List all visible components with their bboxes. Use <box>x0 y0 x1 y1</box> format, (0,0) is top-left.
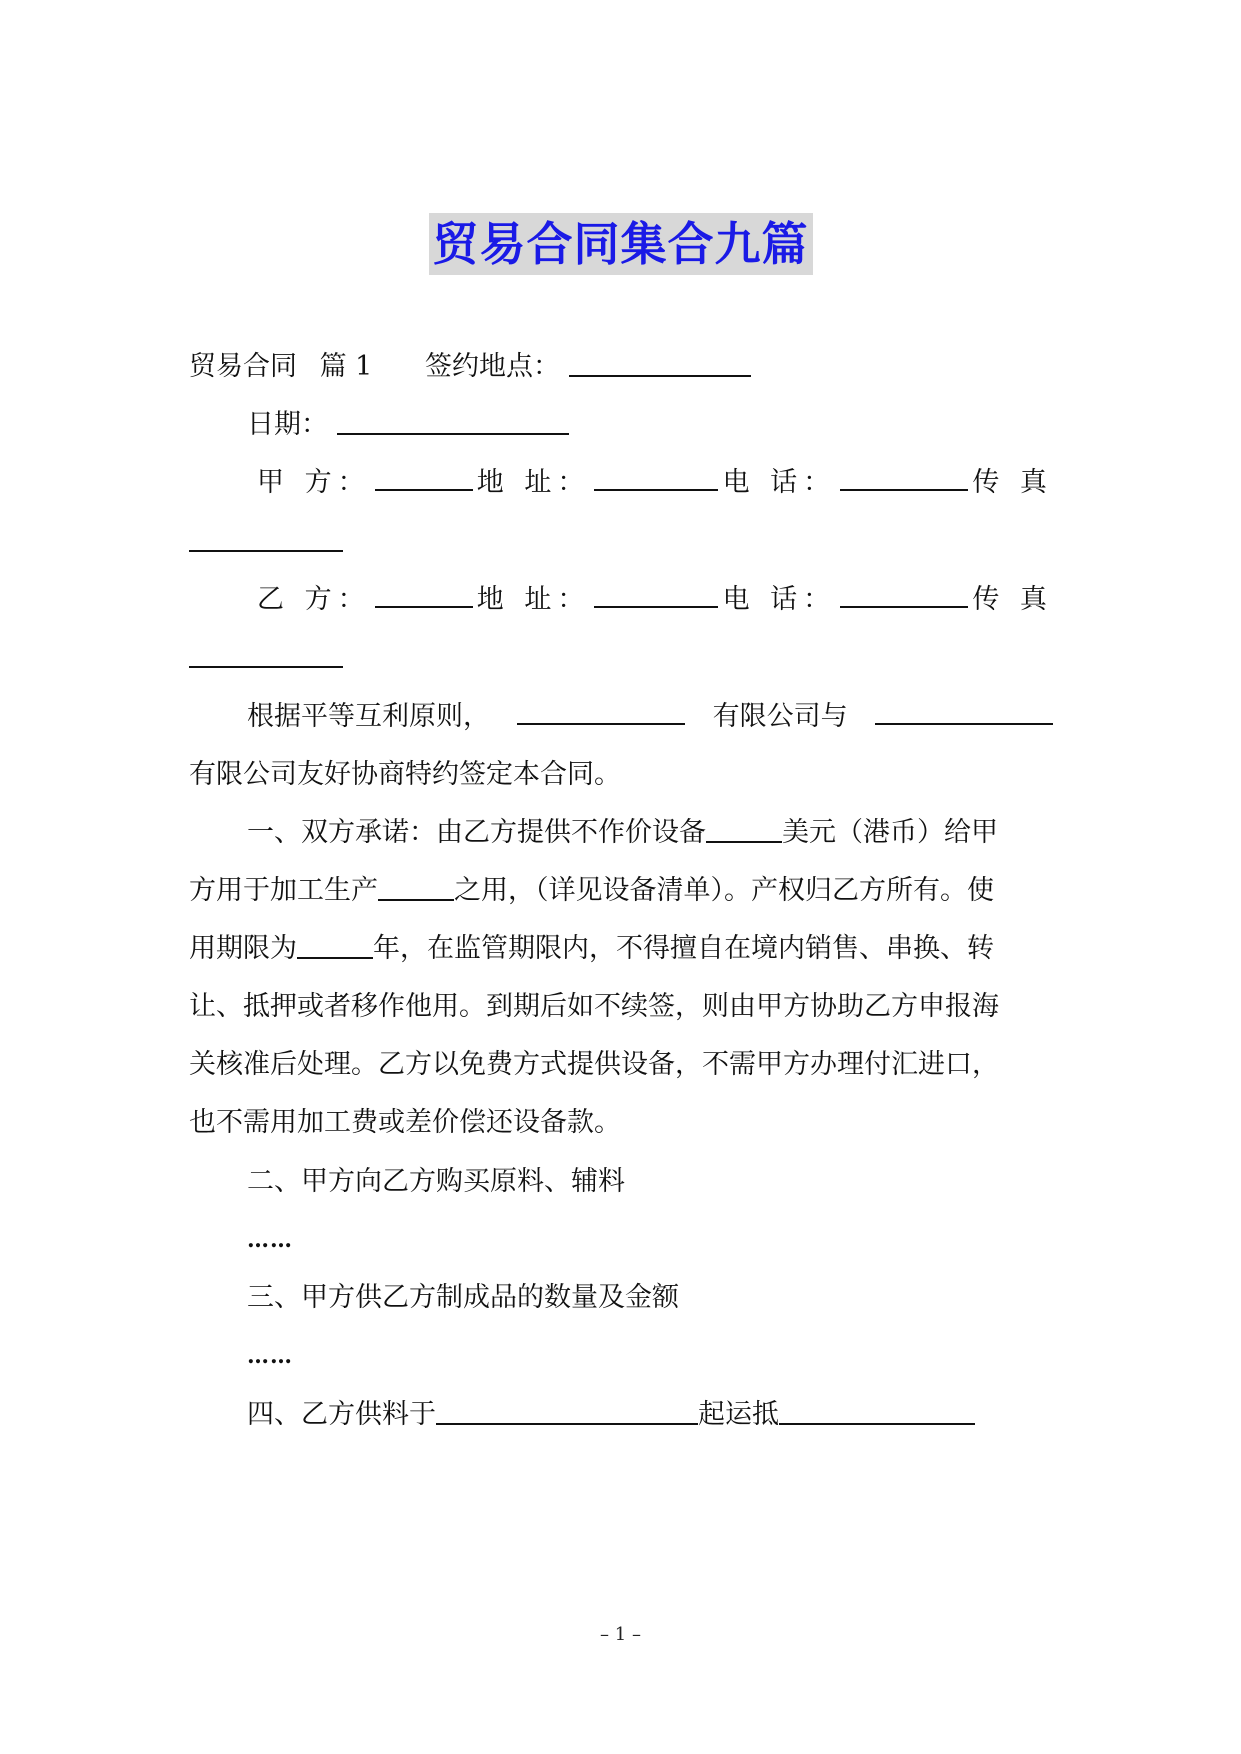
party-b-fax-line <box>189 638 1053 678</box>
party-a-address-blank <box>594 463 718 491</box>
party-a-fax-label: 传 真 <box>972 467 1053 498</box>
clause-1-text-1a: 一、双方承诺：由乙方提供不作价设备 <box>247 817 706 848</box>
destination-port-blank <box>779 1397 975 1425</box>
clause-2-ellipsis: …… <box>247 1227 293 1253</box>
party-b-name-blank <box>375 580 473 608</box>
party-b-line <box>247 580 1053 620</box>
clause-1-text-2a: 方用于加工生产 <box>189 875 378 906</box>
party-a-name-blank <box>375 463 473 491</box>
party-b-fax-label: 传 真 <box>972 584 1053 615</box>
clause-1-text-3a: 用期限为 <box>189 933 297 964</box>
party-a-phone-blank <box>840 463 968 491</box>
signing-place-blank <box>569 349 751 377</box>
company-a-blank <box>517 697 685 725</box>
document-title-block <box>0 213 1241 275</box>
section-label: 篇 1 <box>319 351 373 382</box>
production-purpose-blank <box>378 873 454 901</box>
party-a-fax-blank <box>189 524 343 552</box>
party-b-fax-blank <box>189 640 343 668</box>
clause-1-line-2 <box>189 871 1053 911</box>
clause-1-line-5: 关核准后处理。乙方以免费方式提供设备，不需甲方办理付汇进口， <box>189 1049 999 1080</box>
clause-1-line-3 <box>189 929 1053 969</box>
party-b-address-label: 地 址： <box>476 584 591 615</box>
clause-2-heading: 二、甲方向乙方购买原料、辅料 <box>247 1166 625 1197</box>
party-a-label: 甲 方： <box>257 467 371 498</box>
equipment-value-blank <box>706 815 782 843</box>
clause-3-ellipsis: …… <box>247 1343 293 1369</box>
date-label: 日期： <box>247 409 328 440</box>
party-a-phone-label: 电 话： <box>722 467 837 498</box>
party-b-label: 乙 方： <box>257 584 371 615</box>
clause-1-line-1 <box>247 813 1053 853</box>
clause-1-line-6: 也不需用加工费或差价偿还设备款。 <box>189 1107 621 1138</box>
company-b-blank <box>875 697 1053 725</box>
party-b-phone-blank <box>840 580 968 608</box>
intro-text-2: 有限公司与 <box>712 701 848 732</box>
intro-text-3: 有限公司友好协商特约签定本合同。 <box>189 759 621 790</box>
date-line <box>247 405 1053 445</box>
clause-1-line-4: 让、抵押或者移作他用。到期后如不续签，则由甲方协助乙方申报海 <box>189 991 999 1022</box>
clause-1-text-3b: 年，在监管期限内，不得擅自在境内销售、串换、转 <box>373 933 994 964</box>
intro-line-1 <box>247 697 1053 737</box>
clause-3-heading: 三、甲方供乙方制成品的数量及金额 <box>247 1282 679 1313</box>
party-b-address-blank <box>594 580 718 608</box>
usage-period-blank <box>297 931 373 959</box>
clause-1-text-1b: 美元（港币）给甲 <box>782 817 998 848</box>
intro-line-2 <box>189 755 1053 795</box>
date-blank <box>337 407 569 435</box>
party-b-phone-label: 电 话： <box>722 584 837 615</box>
signing-place-label: 签约地点： <box>424 351 560 382</box>
party-a-fax-line <box>189 522 1053 562</box>
document-title: 贸易合同集合九篇 <box>429 213 813 275</box>
clause-4-text-b: 起运抵 <box>698 1399 779 1430</box>
party-a-line <box>247 463 1053 503</box>
clause-1-text-2b: 之用，（详见设备清单）。产权归乙方所有。使 <box>454 875 994 906</box>
contract-header-line <box>189 347 1053 387</box>
clause-4-text-a: 四、乙方供料于 <box>247 1399 436 1430</box>
intro-text-1: 根据平等互利原则， <box>247 701 490 732</box>
page-number: – 1 – <box>600 1624 641 1645</box>
contract-label: 贸易合同 <box>189 351 297 382</box>
origin-port-blank <box>436 1397 698 1425</box>
clause-4-line <box>247 1395 1053 1435</box>
party-a-address-label: 地 址： <box>476 467 591 498</box>
